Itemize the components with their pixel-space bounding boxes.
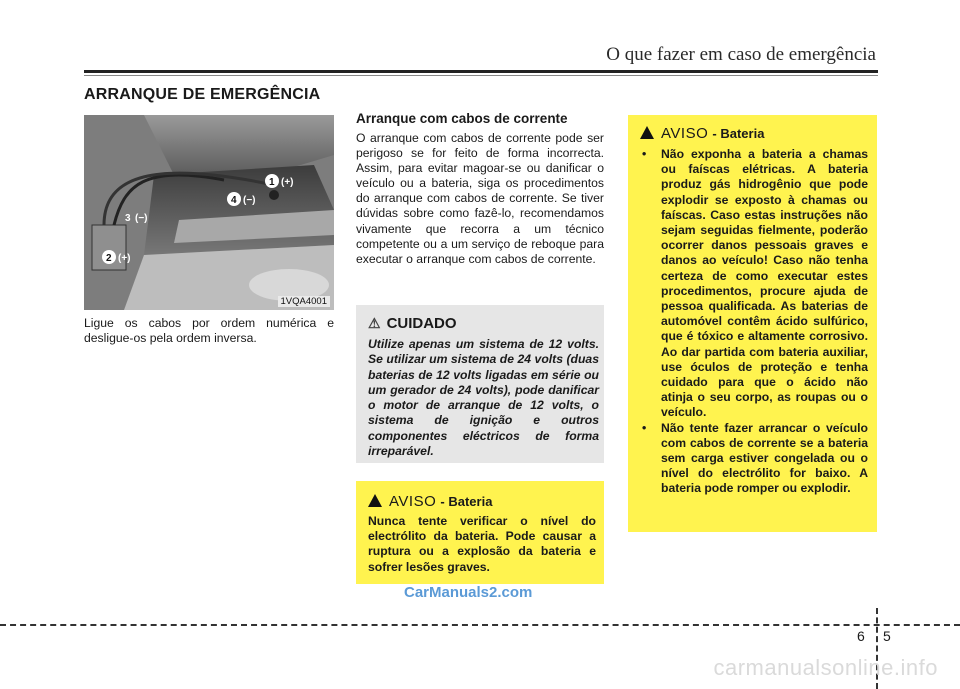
footer-rule [0,624,960,626]
warning-small-title: AVISO [389,493,437,510]
warning-big-body [640,147,868,497]
running-header: O que fazer em caso de emergência [606,44,876,65]
header-rule-thin [84,75,878,76]
warning-big-heading [640,125,764,142]
figure-label-4: 4 [231,195,237,206]
caution-triangle-icon: ⚠ [368,315,381,331]
warning-small-heading [368,493,492,510]
figure-caption: 1VQA4001 [278,296,330,307]
caution-box [356,305,604,463]
warning-small-text: Nunca tente verificar o nível do electrólito da bateria. Pode causar a ruptura ou a explosão da bateria e sofrer lesões graves. [368,514,596,574]
jump-start-paragraph: O arranque com cabos de corrente pode ser perigoso se for feito de forma incorrecta. Assim, para evitar magoar-se ou danificar o veículo ou a bateria, siga os procedimentos do arranque com cabos de corrente. Se tiver dúvidas sobre como fazê-lo, recomendamos vivamente que recorra a um técnico competente ou a um serviço de reboque para executar o arranque com cabos de corrente. [356,131,604,266]
battery-warning-big [628,115,877,532]
engine-bay-illustration [84,115,334,310]
warning-big-subtitle: - Bateria [712,126,765,141]
figure-label-4-sign: (−) [243,195,256,206]
warning-big-title: AVISO [661,125,709,142]
figure-label-1: 1 [269,177,275,188]
caution-title: CUIDADO [386,315,457,332]
header-rule [84,70,878,73]
warning-triangle-icon [368,494,382,507]
site-watermark: carmanualsonline.info [713,655,938,680]
warning-triangle-icon [640,126,654,139]
figure-label-3: 3 [125,213,131,224]
figure-label-2: 2 [106,253,112,264]
warning-small-subtitle: - Bateria [440,494,493,509]
figure-label-3-sign: (−) [135,213,148,224]
caution-text: Utilize apenas um sistema de 12 volts. Se utilizar um sistema de 24 volts (duas baterias de 12 volts ligadas em série ou um gerador de 24 volts), pode danificar o motor de arranque de 12 volts, o sistema de ignição e outros componentes eléctricos de forma irreparável. [368,337,599,459]
jump-start-heading: Arranque com cabos de corrente [356,111,568,126]
section-title: ARRANQUE DE EMERGÊNCIA [84,86,321,103]
warning-item: • Não tente fazer arrancar o veículo com cabos de corrente se a bateria sem carga estiver congelada ou o nível do electrólito for baixo. A bateria pode romper ou explodir. [640,421,868,497]
chapter-number: 6 [857,628,865,644]
watermark-link[interactable]: CarManuals2.com [404,584,533,601]
caution-heading [368,315,457,332]
page-number: 5 [883,628,891,644]
battery-warning-small [356,481,604,584]
figure-label-1-sign: (+) [281,177,294,188]
figure-label-2-sign: (+) [118,253,131,264]
jump-start-figure [84,115,334,310]
warning-item: • Não exponha a bateria a chamas ou faíscas elétricas. A bateria produz gás hidrogênio que pode explodir se exposto à chamas ou faíscas. Caso estas instruções não sejam seguidas fielmente, poderão ocorrer danos pessoais graves e danos ao veículo! Caso não tenha certeza de como executar estes procedimentos, procure ajuda de pessoa qualificada. As baterias de automóvel contêm ácido sulfúrico, que é tóxico e altamente corrosivo. Ao dar partida com bateria auxiliar, use óculos de proteção e tenha cuidado para que o ácido não atinja o seu corpo, as roupas ou o veículo. [640,147,868,421]
connect-instructions: Ligue os cabos por ordem numérica e desligue-os pela ordem inversa. [84,316,334,345]
